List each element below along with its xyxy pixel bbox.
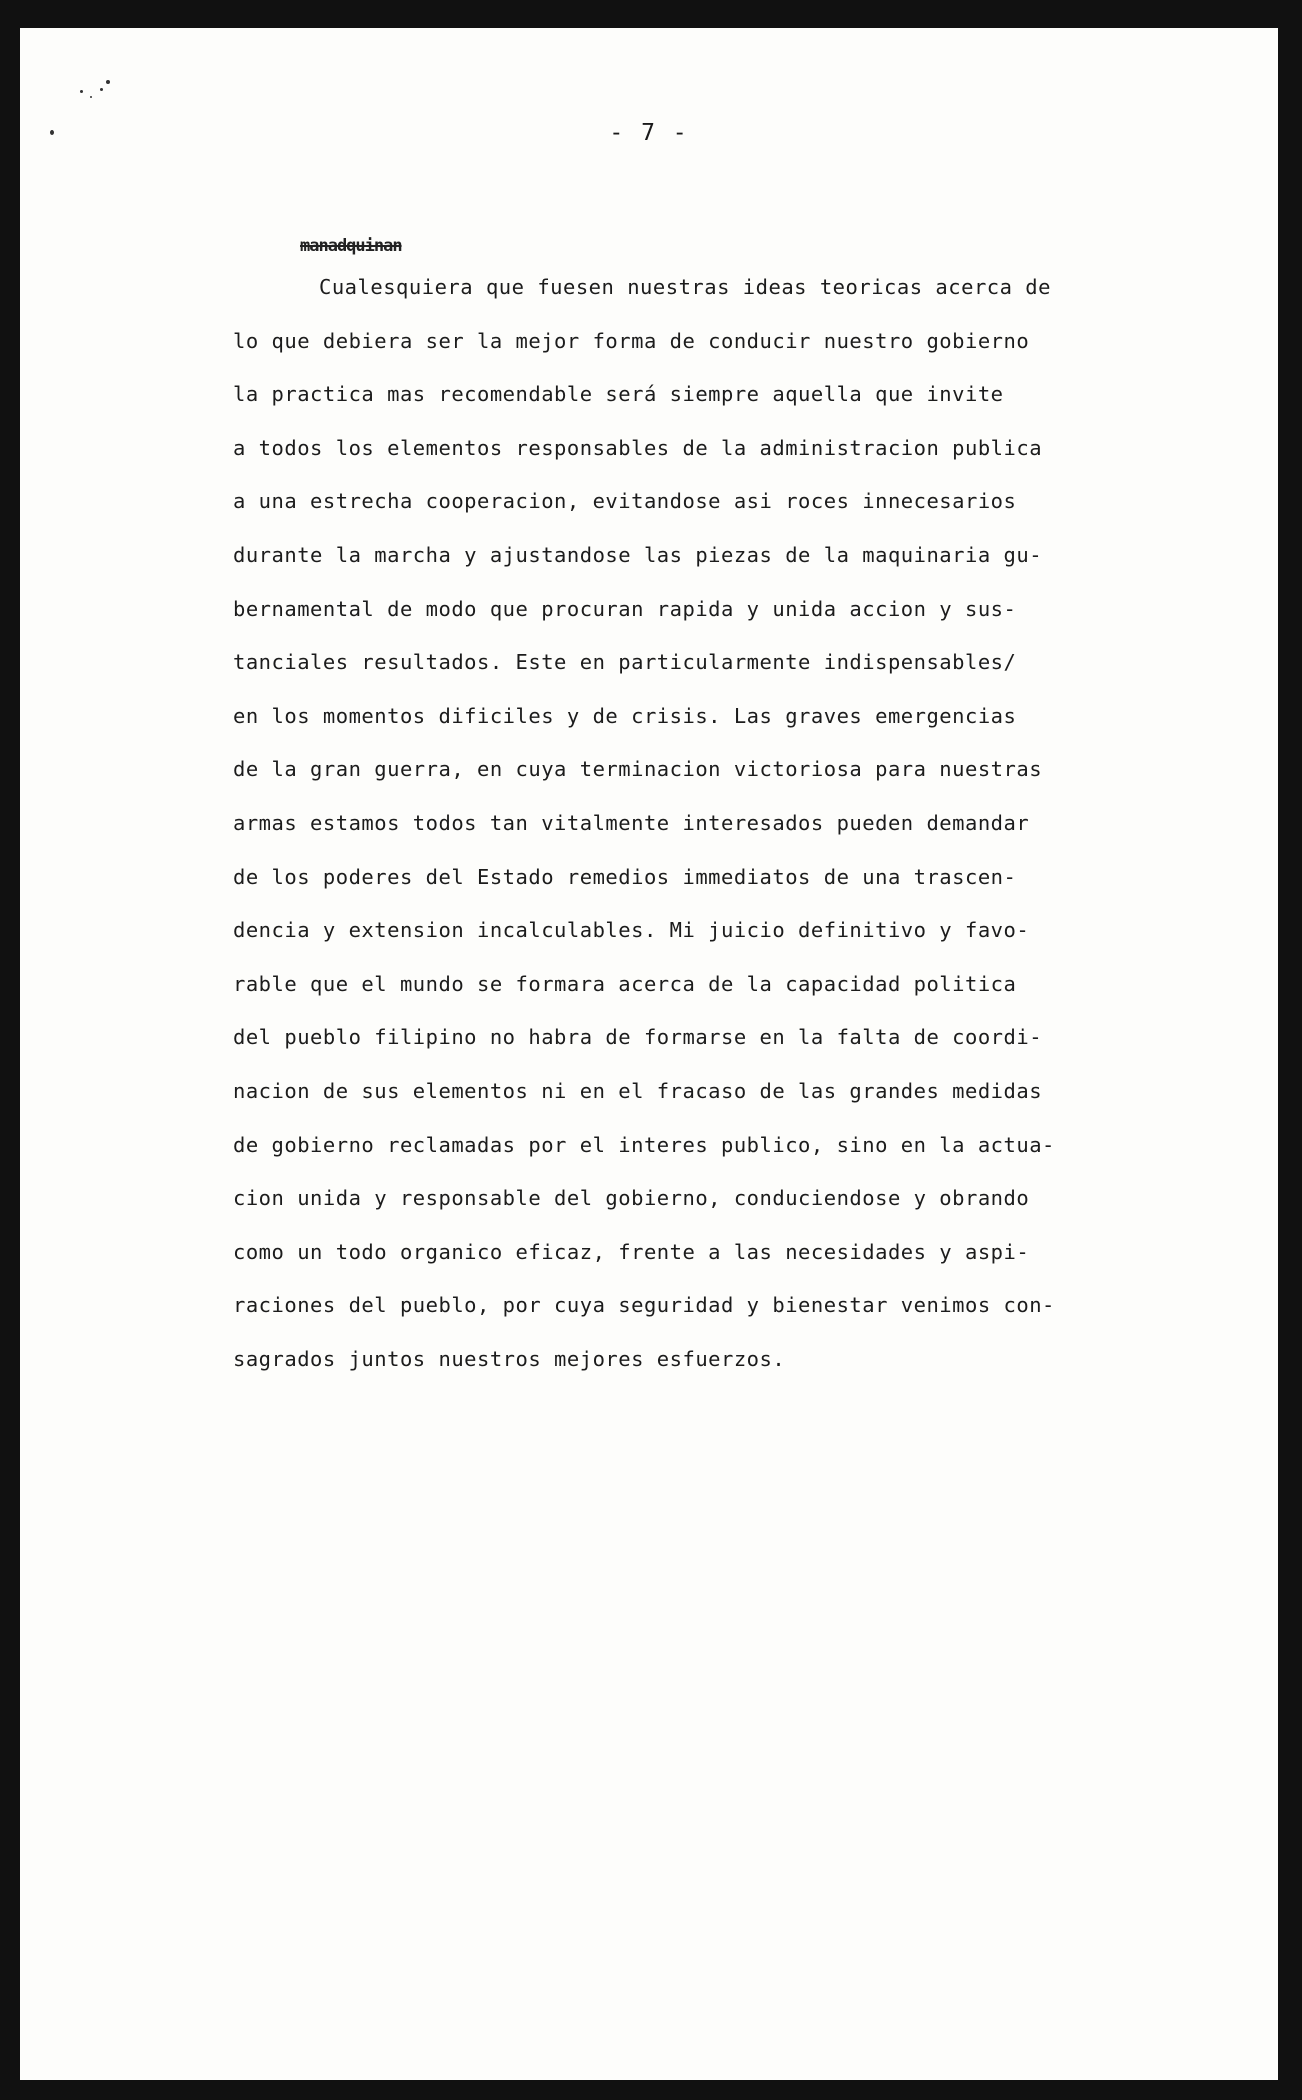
text-line: dencia y extension incalculables. Mi juicio definitivo y favo- <box>233 918 1030 943</box>
ink-speck <box>106 80 110 84</box>
text-line: armas estamos todos tan vitalmente interesados pueden demandar <box>233 810 1030 835</box>
text-line: bernamental de modo que procuran rapida y unida accion y sus- <box>233 596 1017 621</box>
text-line: de la gran guerra, en cuya terminacion victoriosa para nuestras <box>233 757 1043 782</box>
text-line: cion unida y responsable del gobierno, conduciendose y obrando <box>233 1186 1030 1211</box>
text-line: sagrados juntos nuestros mejores esfuerzos. <box>233 1346 786 1371</box>
page-number: - 7 - <box>609 120 689 146</box>
text-line: la practica mas recomendable será siempre aquella que invite <box>233 382 1004 407</box>
text-line: nacion de sus elementos ni en el fracaso de las grandes medidas <box>233 1078 1043 1103</box>
text-line: en los momentos dificiles y de crisis. Las graves emergencias <box>233 703 1017 728</box>
text-line: a una estrecha cooperacion, evitandose asi roces innecesarios <box>233 489 1017 514</box>
text-line: lo que debiera ser la mejor forma de conducir nuestro gobierno <box>233 328 1030 353</box>
text-line: a todos los elementos responsables de la administracion publica <box>233 435 1043 460</box>
document-page <box>20 28 1278 2080</box>
text-line: de gobierno reclamadas por el interes publico, sino en la actua- <box>233 1132 1055 1157</box>
text-line: de los poderes del Estado remedios immediatos de una trascen- <box>233 864 1017 889</box>
text-line: raciones del pueblo, por cuya seguridad y bienestar venimos con- <box>233 1293 1055 1318</box>
text-line: durante la marcha y ajustandose las piezas de la maquinaria gu- <box>233 542 1043 567</box>
struck-out-word: manadquinan <box>300 236 402 256</box>
ink-speck <box>80 90 83 93</box>
typed-paragraph <box>233 261 1113 1386</box>
text-line: tanciales resultados. Este en particularmente indispensables/ <box>233 650 1017 675</box>
ink-speck <box>90 96 92 98</box>
ink-speck <box>100 88 103 91</box>
text-line: del pueblo filipino no habra de formarse en la falta de coordi- <box>233 1025 1043 1050</box>
text-line: Cualesquiera que fuesen nuestras ideas teoricas acerca de <box>319 275 1051 299</box>
text-line: rable que el mundo se formara acerca de la capacidad politica <box>233 971 1017 996</box>
text-line: como un todo organico eficaz, frente a las necesidades y aspi- <box>233 1239 1030 1264</box>
